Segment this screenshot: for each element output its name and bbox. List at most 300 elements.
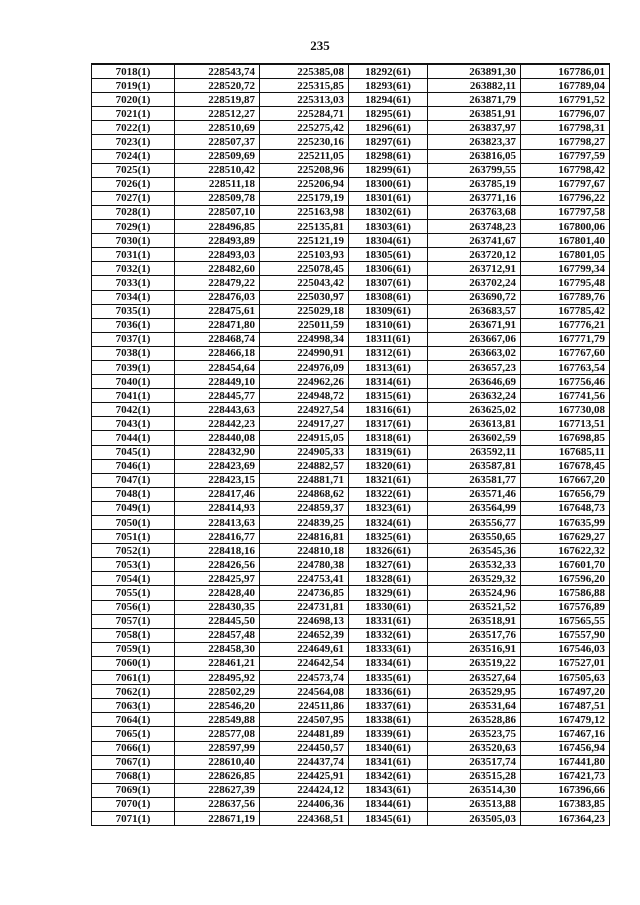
- x-coordinate-cell: 228509,69: [175, 149, 260, 163]
- x-coordinate-cell-2: 263550,65: [428, 530, 521, 544]
- point-id-cell-2: 18342(61): [349, 769, 428, 783]
- table-row: [92, 262, 610, 276]
- x-coordinate-cell: 228519,87: [175, 93, 260, 107]
- point-id-cell-2: 18334(61): [349, 656, 428, 670]
- point-id-cell: 7040(1): [92, 375, 175, 389]
- point-id-cell-2: 18307(61): [349, 276, 428, 290]
- y-coordinate-cell-2: 167771,79: [521, 332, 610, 346]
- x-coordinate-cell-2: 263785,19: [428, 177, 521, 191]
- point-id-cell: 7038(1): [92, 346, 175, 360]
- point-id-cell-2: 18295(61): [349, 107, 428, 121]
- x-coordinate-cell-2: 263602,59: [428, 431, 521, 445]
- point-id-cell-2: 18319(61): [349, 445, 428, 459]
- table-row: [92, 530, 610, 544]
- x-coordinate-cell: 228454,64: [175, 360, 260, 374]
- point-id-cell: 7023(1): [92, 135, 175, 149]
- point-id-cell-2: 18299(61): [349, 163, 428, 177]
- point-id-cell-2: 18345(61): [349, 811, 428, 825]
- table-row: [92, 79, 610, 93]
- point-id-cell-2: 18338(61): [349, 713, 428, 727]
- x-coordinate-cell-2: 263663,02: [428, 346, 521, 360]
- y-coordinate-cell-2: 167565,55: [521, 614, 610, 628]
- point-id-cell: 7057(1): [92, 614, 175, 628]
- x-coordinate-cell-2: 263528,86: [428, 713, 521, 727]
- x-coordinate-cell-2: 263646,69: [428, 375, 521, 389]
- table-row: [92, 755, 610, 769]
- point-id-cell: 7050(1): [92, 516, 175, 530]
- table-row: [92, 304, 610, 318]
- y-coordinate-cell: 224406,36: [260, 797, 349, 811]
- point-id-cell: 7036(1): [92, 318, 175, 332]
- x-coordinate-cell-2: 263748,23: [428, 220, 521, 234]
- table-row: [92, 656, 610, 670]
- point-id-cell: 7049(1): [92, 501, 175, 515]
- table-row: [92, 797, 610, 811]
- y-coordinate-cell-2: 167801,05: [521, 248, 610, 262]
- y-coordinate-cell-2: 167479,12: [521, 713, 610, 727]
- x-coordinate-cell-2: 263702,24: [428, 276, 521, 290]
- x-coordinate-cell: 228543,74: [175, 64, 260, 79]
- y-coordinate-cell: 224649,61: [260, 642, 349, 656]
- y-coordinate-cell-2: 167713,51: [521, 417, 610, 431]
- x-coordinate-cell-2: 263505,03: [428, 811, 521, 825]
- x-coordinate-cell: 228471,80: [175, 318, 260, 332]
- point-id-cell-2: 18317(61): [349, 417, 428, 431]
- x-coordinate-cell: 228627,39: [175, 783, 260, 797]
- x-coordinate-cell-2: 263514,30: [428, 783, 521, 797]
- point-id-cell-2: 18322(61): [349, 487, 428, 501]
- x-coordinate-cell-2: 263613,81: [428, 417, 521, 431]
- y-coordinate-cell: 225179,19: [260, 191, 349, 205]
- point-id-cell-2: 18320(61): [349, 459, 428, 473]
- y-coordinate-cell: 224642,54: [260, 656, 349, 670]
- table-row: [92, 121, 610, 135]
- x-coordinate-cell: 228577,08: [175, 727, 260, 741]
- y-coordinate-cell-2: 167601,70: [521, 558, 610, 572]
- x-coordinate-cell-2: 263823,37: [428, 135, 521, 149]
- x-coordinate-cell: 228546,20: [175, 699, 260, 713]
- point-id-cell-2: 18333(61): [349, 642, 428, 656]
- y-coordinate-cell-2: 167797,59: [521, 149, 610, 163]
- y-coordinate-cell: 224810,18: [260, 544, 349, 558]
- x-coordinate-cell-2: 263592,11: [428, 445, 521, 459]
- x-coordinate-cell-2: 263683,57: [428, 304, 521, 318]
- x-coordinate-cell: 228423,15: [175, 473, 260, 487]
- table-row: [92, 332, 610, 346]
- x-coordinate-cell-2: 263720,12: [428, 248, 521, 262]
- point-id-cell: 7048(1): [92, 487, 175, 501]
- table-row: [92, 572, 610, 586]
- point-id-cell: 7047(1): [92, 473, 175, 487]
- y-coordinate-cell: 225275,42: [260, 121, 349, 135]
- x-coordinate-cell-2: 263657,23: [428, 360, 521, 374]
- x-coordinate-cell-2: 263625,02: [428, 403, 521, 417]
- table-row: [92, 501, 610, 515]
- point-id-cell: 7022(1): [92, 121, 175, 135]
- point-id-cell: 7026(1): [92, 177, 175, 191]
- x-coordinate-cell: 228445,77: [175, 389, 260, 403]
- x-coordinate-cell-2: 263519,22: [428, 656, 521, 670]
- point-id-cell-2: 18318(61): [349, 431, 428, 445]
- point-id-cell-2: 18327(61): [349, 558, 428, 572]
- point-id-cell-2: 18314(61): [349, 375, 428, 389]
- point-id-cell: 7042(1): [92, 403, 175, 417]
- y-coordinate-cell-2: 167635,99: [521, 516, 610, 530]
- x-coordinate-cell-2: 263516,91: [428, 642, 521, 656]
- point-id-cell-2: 18312(61): [349, 346, 428, 360]
- point-id-cell: 7071(1): [92, 811, 175, 825]
- x-coordinate-cell: 228461,21: [175, 656, 260, 670]
- point-id-cell: 7030(1): [92, 234, 175, 248]
- y-coordinate-cell-2: 167456,94: [521, 741, 610, 755]
- x-coordinate-cell: 228426,56: [175, 558, 260, 572]
- point-id-cell-2: 18304(61): [349, 234, 428, 248]
- table-row: [92, 586, 610, 600]
- y-coordinate-cell: 225208,96: [260, 163, 349, 177]
- x-coordinate-cell: 228476,03: [175, 290, 260, 304]
- y-coordinate-cell: 224881,71: [260, 473, 349, 487]
- point-id-cell-2: 18343(61): [349, 783, 428, 797]
- y-coordinate-cell-2: 167795,48: [521, 276, 610, 290]
- y-coordinate-cell-2: 167789,76: [521, 290, 610, 304]
- table-row: [92, 431, 610, 445]
- y-coordinate-cell: 224998,34: [260, 332, 349, 346]
- y-coordinate-cell-2: 167678,45: [521, 459, 610, 473]
- y-coordinate-cell: 225206,94: [260, 177, 349, 191]
- y-coordinate-cell-2: 167741,56: [521, 389, 610, 403]
- y-coordinate-cell-2: 167546,03: [521, 642, 610, 656]
- point-id-cell-2: 18328(61): [349, 572, 428, 586]
- x-coordinate-cell: 228457,48: [175, 628, 260, 642]
- point-id-cell-2: 18339(61): [349, 727, 428, 741]
- y-coordinate-cell-2: 167622,32: [521, 544, 610, 558]
- y-coordinate-cell-2: 167505,63: [521, 671, 610, 685]
- x-coordinate-cell: 228414,93: [175, 501, 260, 515]
- point-id-cell: 7054(1): [92, 572, 175, 586]
- y-coordinate-cell-2: 167800,06: [521, 220, 610, 234]
- table-row: [92, 741, 610, 755]
- y-coordinate-cell: 224368,51: [260, 811, 349, 825]
- x-coordinate-cell: 228637,56: [175, 797, 260, 811]
- y-coordinate-cell-2: 167648,73: [521, 501, 610, 515]
- point-id-cell: 7065(1): [92, 727, 175, 741]
- x-coordinate-cell: 228416,77: [175, 530, 260, 544]
- x-coordinate-cell-2: 263517,76: [428, 628, 521, 642]
- point-id-cell-2: 18313(61): [349, 360, 428, 374]
- point-id-cell: 7061(1): [92, 671, 175, 685]
- y-coordinate-cell: 224652,39: [260, 628, 349, 642]
- table-row: [92, 290, 610, 304]
- y-coordinate-cell: 224450,57: [260, 741, 349, 755]
- table-row: [92, 671, 610, 685]
- point-id-cell-2: 18305(61): [349, 248, 428, 262]
- y-coordinate-cell-2: 167798,27: [521, 135, 610, 149]
- y-coordinate-cell: 224424,12: [260, 783, 349, 797]
- point-id-cell: 7062(1): [92, 685, 175, 699]
- x-coordinate-cell-2: 263564,99: [428, 501, 521, 515]
- y-coordinate-cell-2: 167586,88: [521, 586, 610, 600]
- x-coordinate-cell-2: 263851,91: [428, 107, 521, 121]
- point-id-cell: 7043(1): [92, 417, 175, 431]
- x-coordinate-cell: 228510,69: [175, 121, 260, 135]
- x-coordinate-cell: 228509,78: [175, 191, 260, 205]
- y-coordinate-cell: 225078,45: [260, 262, 349, 276]
- y-coordinate-cell: 225043,42: [260, 276, 349, 290]
- x-coordinate-cell: 228507,10: [175, 205, 260, 219]
- y-coordinate-cell: 225211,05: [260, 149, 349, 163]
- x-coordinate-cell: 228413,63: [175, 516, 260, 530]
- x-coordinate-cell-2: 263518,91: [428, 614, 521, 628]
- table-row: [92, 107, 610, 121]
- x-coordinate-cell: 228495,92: [175, 671, 260, 685]
- point-id-cell-2: 18302(61): [349, 205, 428, 219]
- point-id-cell: 7053(1): [92, 558, 175, 572]
- table-row: [92, 516, 610, 530]
- y-coordinate-cell: 224917,27: [260, 417, 349, 431]
- y-coordinate-cell-2: 167467,16: [521, 727, 610, 741]
- point-id-cell: 7058(1): [92, 628, 175, 642]
- table-row: [92, 544, 610, 558]
- y-coordinate-cell: 224753,41: [260, 572, 349, 586]
- point-id-cell-2: 18297(61): [349, 135, 428, 149]
- x-coordinate-cell: 228610,40: [175, 755, 260, 769]
- table-row: [92, 135, 610, 149]
- y-coordinate-cell-2: 167383,85: [521, 797, 610, 811]
- x-coordinate-cell: 228507,37: [175, 135, 260, 149]
- point-id-cell-2: 18292(61): [349, 64, 428, 79]
- y-coordinate-cell-2: 167667,20: [521, 473, 610, 487]
- y-coordinate-cell: 225135,81: [260, 220, 349, 234]
- point-id-cell-2: 18336(61): [349, 685, 428, 699]
- y-coordinate-cell: 225163,98: [260, 205, 349, 219]
- point-id-cell: 7067(1): [92, 755, 175, 769]
- table-row: [92, 276, 610, 290]
- table-row: [92, 318, 610, 332]
- y-coordinate-cell-2: 167767,60: [521, 346, 610, 360]
- x-coordinate-cell: 228626,85: [175, 769, 260, 783]
- x-coordinate-cell-2: 263520,63: [428, 741, 521, 755]
- y-coordinate-cell-2: 167698,85: [521, 431, 610, 445]
- point-id-cell-2: 18331(61): [349, 614, 428, 628]
- point-id-cell: 7051(1): [92, 530, 175, 544]
- table-row: [92, 473, 610, 487]
- table-row: [92, 713, 610, 727]
- x-coordinate-cell: 228440,08: [175, 431, 260, 445]
- x-coordinate-cell-2: 263837,97: [428, 121, 521, 135]
- x-coordinate-cell: 228493,89: [175, 234, 260, 248]
- x-coordinate-cell: 228475,61: [175, 304, 260, 318]
- table-row: [92, 389, 610, 403]
- table-row: [92, 248, 610, 262]
- y-coordinate-cell: 224859,37: [260, 501, 349, 515]
- point-id-cell: 7070(1): [92, 797, 175, 811]
- point-id-cell-2: 18296(61): [349, 121, 428, 135]
- y-coordinate-cell: 225011,59: [260, 318, 349, 332]
- y-coordinate-cell: 225029,18: [260, 304, 349, 318]
- table-row: [92, 163, 610, 177]
- table-row: [92, 417, 610, 431]
- x-coordinate-cell-2: 263741,67: [428, 234, 521, 248]
- y-coordinate-cell: 224736,85: [260, 586, 349, 600]
- x-coordinate-cell-2: 263816,05: [428, 149, 521, 163]
- table-row: [92, 64, 610, 79]
- point-id-cell-2: 18306(61): [349, 262, 428, 276]
- y-coordinate-cell: 224905,33: [260, 445, 349, 459]
- point-id-cell: 7018(1): [92, 64, 175, 79]
- point-id-cell-2: 18303(61): [349, 220, 428, 234]
- x-coordinate-cell-2: 263529,32: [428, 572, 521, 586]
- x-coordinate-cell: 228479,22: [175, 276, 260, 290]
- y-coordinate-cell: 224962,26: [260, 375, 349, 389]
- x-coordinate-cell: 228445,50: [175, 614, 260, 628]
- table-row: [92, 445, 610, 459]
- y-coordinate-cell-2: 167596,20: [521, 572, 610, 586]
- x-coordinate-cell-2: 263771,16: [428, 191, 521, 205]
- y-coordinate-cell-2: 167791,52: [521, 93, 610, 107]
- point-id-cell: 7060(1): [92, 656, 175, 670]
- table-row: [92, 487, 610, 501]
- y-coordinate-cell-2: 167797,67: [521, 177, 610, 191]
- point-id-cell: 7033(1): [92, 276, 175, 290]
- y-coordinate-cell-2: 167629,27: [521, 530, 610, 544]
- point-id-cell-2: 18311(61): [349, 332, 428, 346]
- y-coordinate-cell-2: 167441,80: [521, 755, 610, 769]
- x-coordinate-cell-2: 263517,74: [428, 755, 521, 769]
- y-coordinate-cell: 224868,62: [260, 487, 349, 501]
- x-coordinate-cell-2: 263667,06: [428, 332, 521, 346]
- x-coordinate-cell-2: 263891,30: [428, 64, 521, 79]
- y-coordinate-cell-2: 167786,01: [521, 64, 610, 79]
- x-coordinate-cell: 228493,03: [175, 248, 260, 262]
- x-coordinate-cell-2: 263587,81: [428, 459, 521, 473]
- x-coordinate-cell: 228512,27: [175, 107, 260, 121]
- point-id-cell: 7019(1): [92, 79, 175, 93]
- x-coordinate-cell-2: 263763,68: [428, 205, 521, 219]
- point-id-cell: 7032(1): [92, 262, 175, 276]
- y-coordinate-cell-2: 167796,07: [521, 107, 610, 121]
- point-id-cell: 7039(1): [92, 360, 175, 374]
- point-id-cell-2: 18340(61): [349, 741, 428, 755]
- point-id-cell-2: 18335(61): [349, 671, 428, 685]
- x-coordinate-cell: 228466,18: [175, 346, 260, 360]
- table-row: [92, 93, 610, 107]
- point-id-cell: 7024(1): [92, 149, 175, 163]
- x-coordinate-cell-2: 263524,96: [428, 586, 521, 600]
- point-id-cell: 7045(1): [92, 445, 175, 459]
- x-coordinate-cell: 228430,35: [175, 600, 260, 614]
- y-coordinate-cell-2: 167763,54: [521, 360, 610, 374]
- y-coordinate-cell: 224816,81: [260, 530, 349, 544]
- y-coordinate-cell: 224990,91: [260, 346, 349, 360]
- x-coordinate-cell: 228511,18: [175, 177, 260, 191]
- point-id-cell-2: 18332(61): [349, 628, 428, 642]
- x-coordinate-cell: 228417,46: [175, 487, 260, 501]
- point-id-cell-2: 18310(61): [349, 318, 428, 332]
- point-id-cell: 7063(1): [92, 699, 175, 713]
- table-row: [92, 360, 610, 374]
- x-coordinate-cell-2: 263523,75: [428, 727, 521, 741]
- point-id-cell-2: 18324(61): [349, 516, 428, 530]
- table-row: [92, 727, 610, 741]
- point-id-cell-2: 18323(61): [349, 501, 428, 515]
- x-coordinate-cell-2: 263527,64: [428, 671, 521, 685]
- point-id-cell: 7059(1): [92, 642, 175, 656]
- point-id-cell-2: 18337(61): [349, 699, 428, 713]
- y-coordinate-cell-2: 167798,31: [521, 121, 610, 135]
- point-id-cell-2: 18293(61): [349, 79, 428, 93]
- x-coordinate-cell-2: 263529,95: [428, 685, 521, 699]
- y-coordinate-cell-2: 167797,58: [521, 205, 610, 219]
- point-id-cell: 7034(1): [92, 290, 175, 304]
- point-id-cell: 7052(1): [92, 544, 175, 558]
- point-id-cell-2: 18344(61): [349, 797, 428, 811]
- point-id-cell-2: 18329(61): [349, 586, 428, 600]
- x-coordinate-cell-2: 263712,91: [428, 262, 521, 276]
- x-coordinate-cell: 228443,63: [175, 403, 260, 417]
- y-coordinate-cell: 225121,19: [260, 234, 349, 248]
- table-row: [92, 642, 610, 656]
- point-id-cell: 7025(1): [92, 163, 175, 177]
- point-id-cell: 7066(1): [92, 741, 175, 755]
- y-coordinate-cell: 225385,08: [260, 64, 349, 79]
- y-coordinate-cell: 224437,74: [260, 755, 349, 769]
- y-coordinate-cell-2: 167776,21: [521, 318, 610, 332]
- x-coordinate-cell-2: 263532,33: [428, 558, 521, 572]
- y-coordinate-cell: 224564,08: [260, 685, 349, 699]
- point-id-cell-2: 18321(61): [349, 473, 428, 487]
- point-id-cell: 7027(1): [92, 191, 175, 205]
- y-coordinate-cell: 225315,85: [260, 79, 349, 93]
- table-row: [92, 191, 610, 205]
- y-coordinate-cell-2: 167785,42: [521, 304, 610, 318]
- point-id-cell: 7031(1): [92, 248, 175, 262]
- y-coordinate-cell: 224839,25: [260, 516, 349, 530]
- x-coordinate-cell-2: 263515,28: [428, 769, 521, 783]
- point-id-cell: 7056(1): [92, 600, 175, 614]
- x-coordinate-cell-2: 263632,24: [428, 389, 521, 403]
- point-id-cell-2: 18316(61): [349, 403, 428, 417]
- y-coordinate-cell-2: 167527,01: [521, 656, 610, 670]
- x-coordinate-cell: 228520,72: [175, 79, 260, 93]
- point-id-cell: 7020(1): [92, 93, 175, 107]
- x-coordinate-cell: 228423,69: [175, 459, 260, 473]
- x-coordinate-cell: 228449,10: [175, 375, 260, 389]
- x-coordinate-cell-2: 263513,88: [428, 797, 521, 811]
- table-row: [92, 205, 610, 219]
- point-id-cell-2: 18326(61): [349, 544, 428, 558]
- table-row: [92, 769, 610, 783]
- y-coordinate-cell-2: 167685,11: [521, 445, 610, 459]
- point-id-cell: 7028(1): [92, 205, 175, 219]
- table-row: [92, 459, 610, 473]
- y-coordinate-cell-2: 167796,22: [521, 191, 610, 205]
- y-coordinate-cell: 224780,38: [260, 558, 349, 572]
- table-row: [92, 699, 610, 713]
- point-id-cell: 7068(1): [92, 769, 175, 783]
- coordinates-table-body: [92, 64, 610, 826]
- y-coordinate-cell: 225030,97: [260, 290, 349, 304]
- y-coordinate-cell: 224425,91: [260, 769, 349, 783]
- point-id-cell-2: 18300(61): [349, 177, 428, 191]
- x-coordinate-cell: 228442,23: [175, 417, 260, 431]
- point-id-cell-2: 18301(61): [349, 191, 428, 205]
- y-coordinate-cell: 224927,54: [260, 403, 349, 417]
- y-coordinate-cell-2: 167364,23: [521, 811, 610, 825]
- y-coordinate-cell-2: 167798,42: [521, 163, 610, 177]
- y-coordinate-cell-2: 167656,79: [521, 487, 610, 501]
- y-coordinate-cell: 224481,89: [260, 727, 349, 741]
- table-row: [92, 614, 610, 628]
